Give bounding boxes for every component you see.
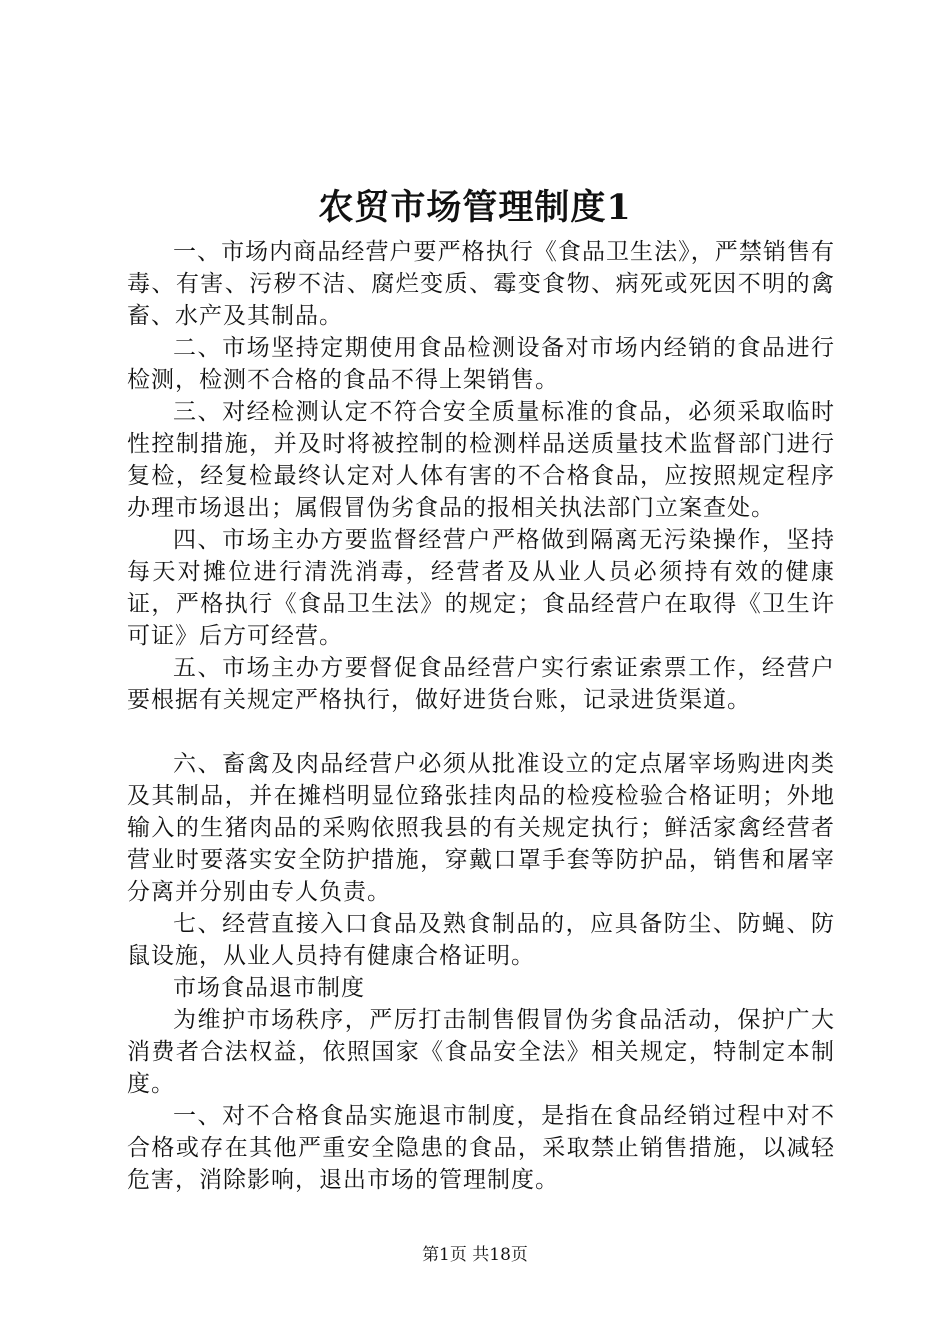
paragraph-8: 为维护市场秩序，严厉打击制售假冒伪劣食品活动，保护广大消费者合法权益，依照国家《食品安全法》相关规定，特制定本制度。: [127, 1007, 835, 1097]
paragraph-1: 一、市场内商品经营户要严格执行《食品卫生法》，严禁销售有毒、有害、污秽不洁、腐烂变质、霉变食物、病死或死因不明的禽畜、水产及其制品。: [127, 239, 835, 329]
document-title: 农贸市场管理制度1: [318, 187, 632, 228]
paragraph-3: 三、对经检测认定不符合安全质量标准的食品，必须采取临时性控制措施，并及时将被控制的检测样品送质量技术监督部门进行复检，经复检最终认定对人体有害的不合格食品，应按照规定程序办理市场退出；属假冒伪劣食品的报相关执法部门立案查处。: [127, 399, 835, 521]
section-heading: 市场食品退市制度: [173, 975, 365, 1001]
paragraph-2: 二、市场坚持定期使用食品检测设备对市场内经销的食品进行检测，检测不合格的食品不得上架销售。: [127, 335, 835, 393]
paragraph-6: 六、畜禽及肉品经营户必须从批准设立的定点屠宰场购进肉类及其制品，并在摊档明显位臵张挂肉品的检疫检验合格证明；外地输入的生猪肉品的采购依照我县的有关规定执行；鲜活家禽经营者营业时要落实安全防护措施，穿戴口罩手套等防护品，销售和屠宰分离并分别由专人负责。: [127, 751, 835, 905]
paragraph-7: 七、经营直接入口食品及熟食制品的，应具备防尘、防蝇、防鼠设施，从业人员持有健康合格证明。: [127, 911, 835, 969]
paragraph-9: 一、对不合格食品实施退市制度，是指在食品经销过程中对不合格或存在其他严重安全隐患的食品，采取禁止销售措施，以减轻危害，消除影响，退出市场的管理制度。: [127, 1103, 835, 1193]
page-footer: 第1页 共18页: [422, 1245, 528, 1265]
paragraph-5: 五、市场主办方要督促食品经营户实行索证索票工作，经营户要根据有关规定严格执行，做好进货台账，记录进货渠道。: [127, 655, 835, 713]
paragraph-4: 四、市场主办方要监督经营户严格做到隔离无污染操作，坚持每天对摊位进行清洗消毒，经营者及从业人员必须持有效的健康证，严格执行《食品卫生法》的规定；食品经营户在取得《卫生许可证》后方可经营。: [127, 527, 835, 649]
document-body: [127, 236, 835, 1196]
